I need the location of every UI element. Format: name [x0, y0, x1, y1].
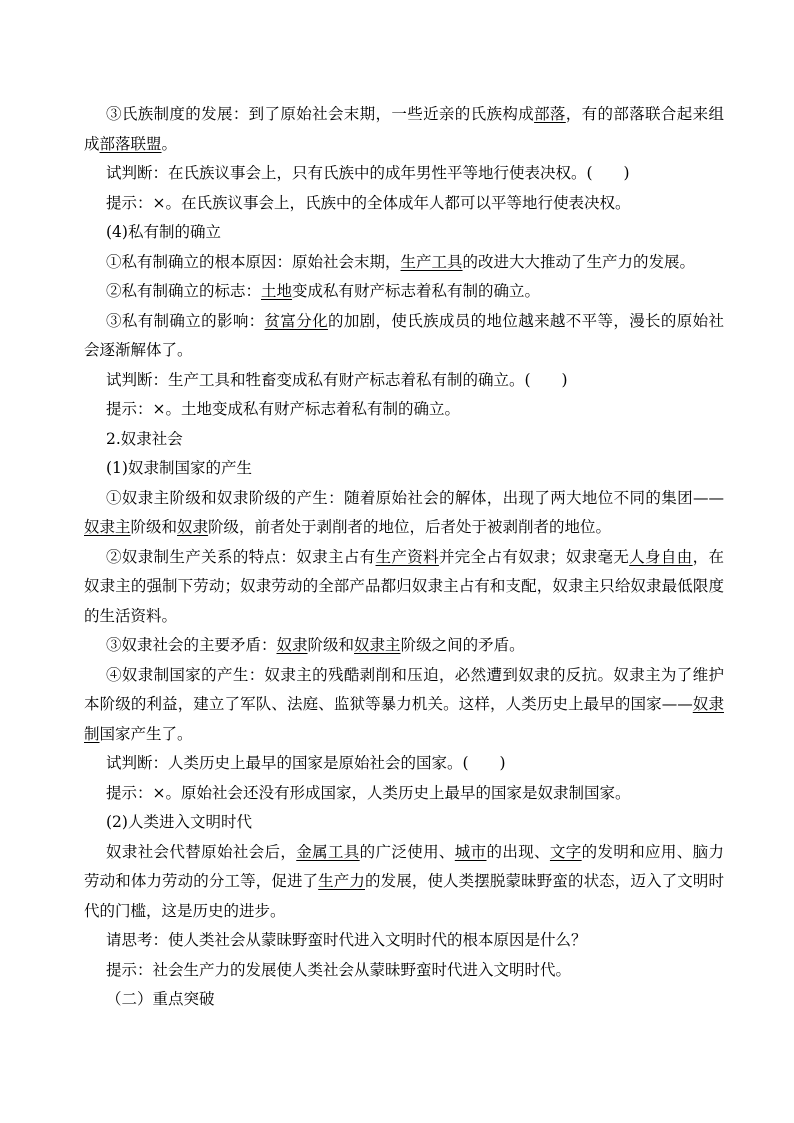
paragraph: [84, 779, 724, 809]
paragraph: [84, 838, 724, 927]
text-run: ④奴隶制国家的产生：奴隶主的残酷剥削和压迫，必然遭到奴隶的反抗。奴隶主为了维护本阶级的利益，建立了军队、法庭、监狱等暴力机关。这样，人类历史上最早的国家——: [84, 665, 724, 713]
text-run: 变成私有财产标志着私有制的确立。: [292, 282, 541, 300]
underlined-term: 奴隶主: [84, 518, 131, 536]
paragraph: [84, 808, 724, 838]
text-run: 的广泛使用、: [359, 842, 455, 861]
text-run: ①私有制确立的根本原因：原始社会末期，: [106, 252, 401, 271]
underlined-term: 奴隶主: [354, 636, 401, 654]
underlined-term: 文字: [549, 842, 582, 861]
text-run: 试判断：生产工具和牲畜变成私有财产标志着私有制的确立。( ): [106, 370, 568, 389]
text-run: 阶级和: [130, 518, 178, 536]
paragraph: [84, 395, 724, 425]
paragraph: [84, 189, 724, 219]
text-run: 。: [161, 134, 178, 153]
text-run: 的发展，使人类摆脱蒙昧野蛮的状态，迈入了文明时代的门槛，这是历史的进步。: [84, 872, 724, 920]
text-run: 试判断：在氏族议事会上，只有氏族中的成年男性平等地行使表决权。( ): [106, 164, 630, 182]
underlined-term: 贫富分化: [264, 311, 328, 330]
underlined-term: 部落联盟: [99, 134, 162, 153]
text-run: 2.奴隶社会: [106, 429, 183, 448]
paragraph: [84, 218, 724, 248]
underlined-term: 奴隶: [276, 636, 308, 654]
text-run: ③奴隶社会的主要矛盾：: [106, 636, 277, 654]
text-run: (2)人类进入文明时代: [106, 813, 252, 831]
text-run: ②奴隶制生产关系的特点：奴隶主占有: [106, 547, 376, 566]
paragraph: [84, 926, 724, 956]
underlined-term: 部落: [534, 105, 566, 123]
text-run: ，有的部落联合起来组成: [84, 105, 724, 153]
paragraph: [84, 484, 724, 543]
underlined-term: 人身自由: [629, 547, 693, 566]
underlined-term: 城市: [454, 842, 487, 861]
paragraph: [84, 159, 724, 189]
underlined-term: 奴隶: [177, 518, 209, 536]
text-run: (4)私有制的确立: [106, 223, 221, 241]
text-run: 提示：×。原始社会还没有形成国家，人类历史上最早的国家是奴隶制国家。: [106, 783, 631, 802]
text-run: 的加剧，使氏族成员的地位越来越不平等，漫长的原始社会逐渐解体了。: [84, 311, 724, 359]
text-run: 试判断：人类历史上最早的国家是原始社会的国家。( ): [106, 754, 506, 772]
underlined-term: 生产力: [318, 872, 366, 890]
text-run: 提示：×。在氏族议事会上，氏族中的全体成年人都可以平等地行使表决权。: [106, 193, 631, 212]
paragraph: [84, 543, 724, 632]
text-run: ③私有制确立的影响：: [106, 311, 265, 330]
text-run: 的改进大大推动了生产力的发展。: [462, 252, 696, 271]
underlined-term: 金属工具: [296, 842, 360, 861]
paragraph: [84, 661, 724, 750]
text-run: 国家产生了。: [99, 724, 193, 743]
paragraph: [84, 454, 724, 484]
paragraph: [84, 307, 724, 366]
paragraph: [84, 985, 724, 1015]
text-run: ②私有制确立的标志：: [106, 282, 262, 300]
text-run: 提示：社会生产力的发展使人类社会从蒙昧野蛮时代进入文明时代。: [106, 960, 572, 979]
underlined-term: 土地: [261, 282, 293, 300]
paragraph: [84, 277, 724, 307]
paragraph: [84, 631, 724, 661]
paragraph: [84, 425, 724, 455]
underlined-term: 生产资料: [375, 547, 439, 566]
text-run: 请思考：使人类社会从蒙昧野蛮时代进入文明时代的根本原因是什么？: [106, 931, 587, 949]
text-run: 并完全占有奴隶；奴隶毫无: [438, 547, 630, 566]
paragraph: [84, 956, 724, 986]
text-run: ①奴隶主阶级和奴隶阶级的产生：随着原始社会的解体，出现了两大地位不同的集团——: [106, 488, 724, 507]
text-run: 奴隶社会代替原始社会后，: [106, 842, 297, 861]
document-body: [84, 100, 724, 1015]
text-run: 的发明和应用、脑力劳动和体力劳动的分工等，促进了: [84, 842, 724, 890]
paragraph: [84, 248, 724, 278]
text-run: 阶级和: [307, 636, 355, 654]
text-run: （二）重点突破: [106, 990, 215, 1008]
paragraph: [84, 100, 724, 159]
underlined-term: 生产工具: [400, 252, 463, 271]
paragraph: [84, 749, 724, 779]
paragraph: [84, 366, 724, 396]
text-run: 的出现、: [486, 842, 550, 861]
text-run: ，在奴隶主的强制下劳动；奴隶劳动的全部产品都归奴隶主占有和支配，奴隶主只给奴隶最低限度的生活资料。: [84, 547, 724, 625]
text-run: ③氏族制度的发展：到了原始社会末期，一些近亲的氏族构成: [106, 105, 535, 123]
text-run: 提示：×。土地变成私有财产标志着私有制的确立。: [106, 400, 460, 418]
text-run: 阶级，前者处于剥削者的地位，后者处于被剥削者的地位。: [208, 518, 612, 536]
text-run: (1)奴隶制国家的产生: [106, 459, 252, 477]
underlined-term: 奴隶制: [84, 695, 724, 743]
text-run: 阶级之间的矛盾。: [400, 636, 525, 654]
